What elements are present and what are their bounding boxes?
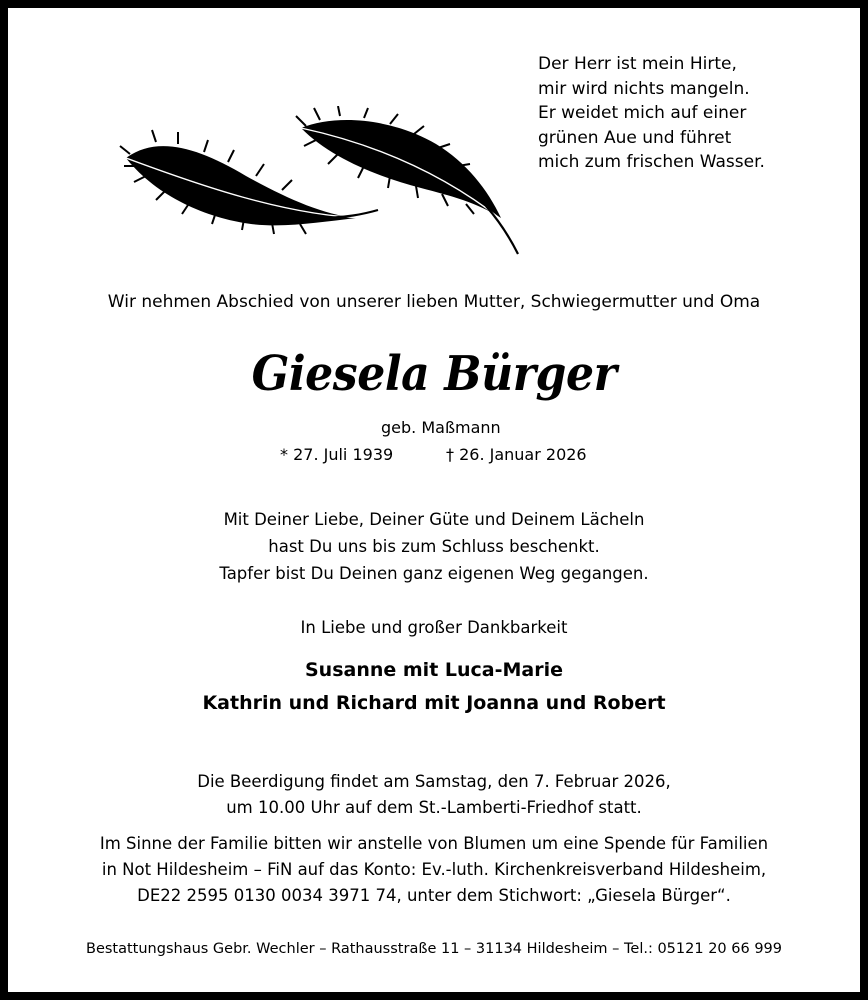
donation-request <box>8 831 860 909</box>
psalm-line: Der Herr ist mein Hirte, <box>538 54 737 74</box>
feather-right-icon <box>296 106 518 254</box>
psalm-line: Er weidet mich auf einer <box>538 103 747 123</box>
thanks-text: In Liebe und großer Dankbarkeit <box>300 618 568 637</box>
family-line: Susanne mit Luca-Marie <box>304 659 563 681</box>
psalm-line: mir wird nichts mangeln. <box>538 78 750 99</box>
psalm-line: mich zum frischen Wasser. <box>538 152 765 172</box>
maiden-name: geb. Maßmann <box>381 418 501 437</box>
feathers-icon <box>116 106 536 266</box>
death-date: † 26. Januar 2026 <box>446 445 587 464</box>
family-line: Kathrin und Richard mit Joanna und Robert <box>202 692 666 714</box>
memorial-poem <box>8 506 860 587</box>
funeral-home-footer: Bestattungshaus Gebr. Wechler – Rathausstraße 11 – 31134 Hildesheim – Tel.: 05121 20 66 999 <box>86 941 782 957</box>
intro-text: Wir nehmen Abschied von unserer lieben Mutter, Schwiegermutter und Oma <box>107 292 761 312</box>
donation-line: DE22 2595 0130 0034 3971 74, unter dem Stichwort: „Giesela Bürger“. <box>137 886 731 905</box>
donation-line: Im Sinne der Familie bitten wir anstelle von Blumen um eine Spende für Familien <box>99 834 769 853</box>
psalm-verse <box>538 52 765 175</box>
donation-line: in Not Hildesheim – FiN auf das Konto: Ev.-luth. Kirchenkreisverband Hildesheim, <box>101 860 767 879</box>
funeral-line: Die Beerdigung findet am Samstag, den 7. Februar 2026, <box>197 772 671 791</box>
family-names <box>8 654 860 720</box>
poem-line: Tapfer bist Du Deinen ganz eigenen Weg gegangen. <box>219 564 649 583</box>
psalm-line: grünen Aue und führet <box>538 127 732 148</box>
birth-date: * 27. Juli 1939 <box>280 445 394 464</box>
funeral-info <box>8 769 860 821</box>
deceased-name: Giesela Bürger <box>251 346 617 402</box>
funeral-line: um 10.00 Uhr auf dem St.-Lamberti-Friedhof statt. <box>226 798 642 817</box>
poem-line: hast Du uns bis zum Schluss beschenkt. <box>268 537 600 556</box>
poem-line: Mit Deiner Liebe, Deiner Güte und Deinem Lächeln <box>223 510 645 529</box>
